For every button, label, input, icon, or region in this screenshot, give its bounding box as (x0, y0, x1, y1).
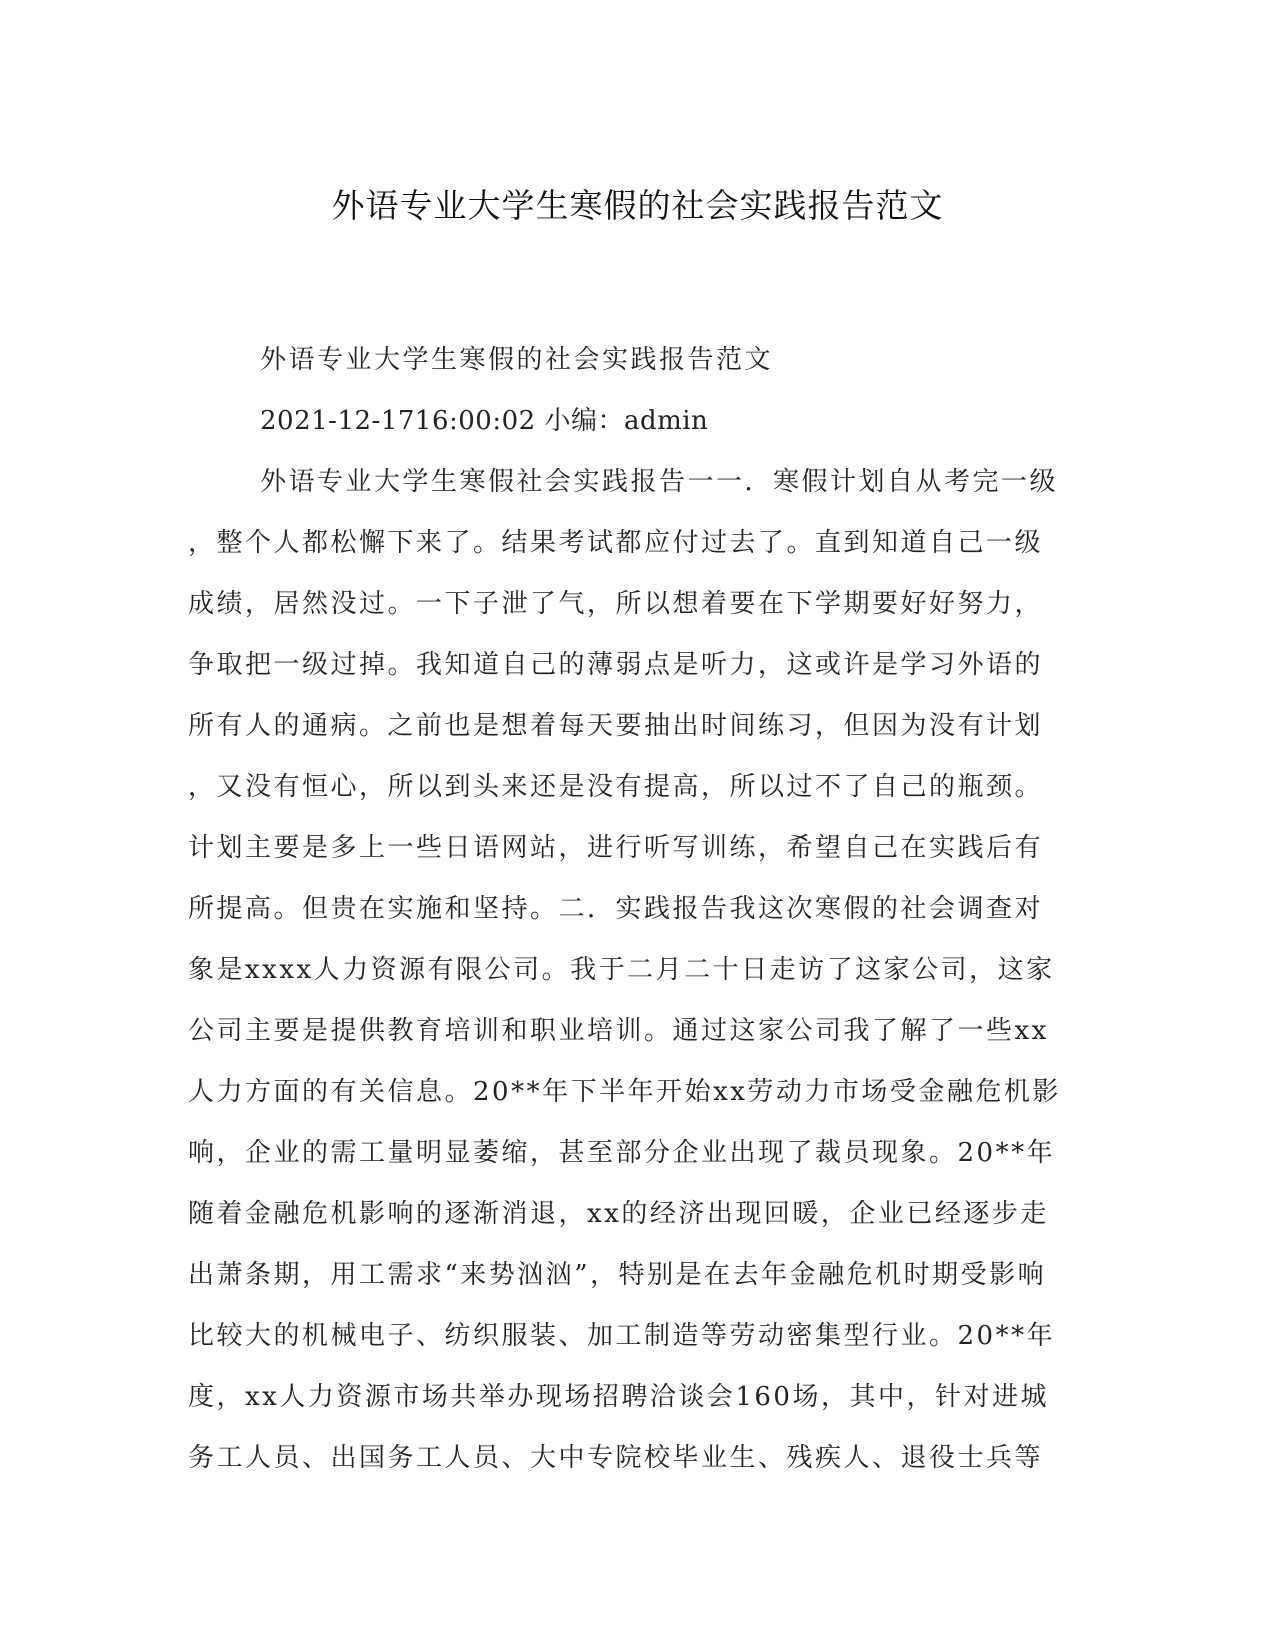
body-line: 公司主要是提供教育培训和职业培训。通过这家公司我了解了一些xx (188, 1016, 1049, 1046)
body-line: 计划主要是多上一些日语网站，进行听写训练，希望自己在实践后有 (188, 833, 1044, 863)
body-line: 所有人的通病。之前也是想着每天要抽出时间练习，但因为没有计划 (188, 711, 1044, 741)
document-body (188, 330, 1068, 1489)
body-line: 外语专业大学生寒假社会实践报告一一．寒假计划自从考完一级 (260, 467, 1059, 497)
body-line: 务工人员、出国务工人员、大中专院校毕业生、残疾人、退役士兵等 (188, 1443, 1044, 1473)
body-line: 所提高。但贵在实施和坚持。二．实践报告我这次寒假的社会调查对 (188, 894, 1044, 924)
body-line: 象是xxxx人力资源有限公司。我于二月二十日走访了这家公司，这家 (188, 955, 1055, 985)
body-line: 人力方面的有关信息。20**年下半年开始xx劳动力市场受金融危机影 (188, 1077, 1061, 1107)
document-subtitle: 外语专业大学生寒假的社会实践报告范文 (260, 345, 774, 375)
body-line: 出萧条期，用工需求“来势汹汹”，特别是在去年金融危机时期受影响 (188, 1260, 1047, 1290)
body-line: 响，企业的需工量明显萎缩，甚至部分企业出现了裁员现象。20**年 (188, 1138, 1056, 1168)
body-line: 成绩，居然没过。一下子泄了气，所以想着要在下学期要好好努力， (188, 589, 1044, 619)
document-meta: 2021-12-1716:00:02 小编：admin (260, 406, 709, 436)
body-line: 比较大的机械电子、纺织服装、加工制造等劳动密集型行业。20**年 (188, 1321, 1056, 1351)
body-line: ，又没有恒心，所以到头来还是没有提高，所以过不了自己的瓶颈。 (188, 772, 1044, 802)
body-line: 度，xx人力资源市场共举办现场招聘洽谈会160场，其中，针对进城 (188, 1382, 1049, 1412)
body-line: 争取把一级过掉。我知道自己的薄弱点是听力，这或许是学习外语的 (188, 650, 1044, 680)
body-line: 随着金融危机影响的逐渐消退，xx的经济出现回暖，企业已经逐步走 (188, 1199, 1049, 1229)
body-line: ，整个人都松懈下来了。结果考试都应付过去了。直到知道自己一级 (188, 528, 1044, 558)
document-title: 外语专业大学生寒假的社会实践报告范文 (331, 186, 944, 225)
